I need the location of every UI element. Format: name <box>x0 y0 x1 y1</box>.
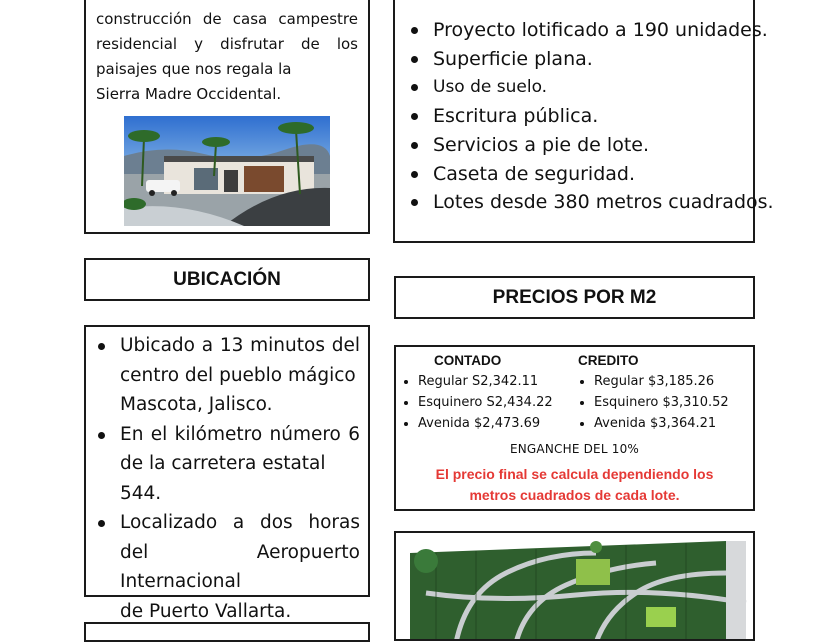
price-note: El precio final se calcula dependiendo los metros cuadrados de cada lote. <box>435 466 714 503</box>
credito-price: Esquinero $3,310.52 <box>578 392 729 413</box>
credito-price: Avenida $3,364.21 <box>578 413 729 434</box>
feature-item: Proyecto lotificado a 190 unidades. <box>405 16 751 45</box>
enganche-text: ENGANCHE DEL 10% <box>509 442 640 456</box>
features-panel <box>393 0 774 243</box>
next-section-box <box>84 622 370 642</box>
precios-heading: PRECIOS POR M2 <box>394 276 755 319</box>
contado-column <box>402 353 553 434</box>
credito-label: CREDITO <box>578 353 639 368</box>
credito-price: Regular $3,185.26 <box>578 371 729 392</box>
ubicacion-panel <box>84 325 370 622</box>
ubicacion-list <box>92 331 360 626</box>
intro-panel <box>84 0 370 234</box>
ubicacion-item: Localizado a dos horas del Aeropuerto Internacional de Puerto Vallarta. <box>92 508 360 626</box>
contado-price: Esquinero S2,434.22 <box>402 392 553 413</box>
ubicacion-item: Ubicado a 13 minutos del centro del pueblo mágico Mascota, Jalisco. <box>92 331 360 420</box>
feature-item: Escritura pública. <box>405 102 751 131</box>
intro-text: construcción de casa campestre residencial y disfrutar de los paisajes que nos regala la Sierra Madre Occidental. <box>96 7 358 107</box>
house-photo <box>124 116 330 226</box>
intro-text-end: Sierra Madre Occidental. <box>96 85 282 103</box>
prices-panel <box>394 345 755 511</box>
ubicacion-heading: UBICACIÓN <box>84 258 370 301</box>
features-list <box>405 16 774 217</box>
feature-item: Caseta de seguridad. <box>405 160 751 189</box>
feature-item: Superficie plana. <box>405 45 751 74</box>
ubicacion-item: En el kilómetro número 6 de la carretera estatal 544. <box>92 420 360 509</box>
site-plan-image <box>394 531 755 641</box>
feature-item: Uso de suelo. <box>405 73 751 102</box>
contado-price: Avenida $2,473.69 <box>402 413 553 434</box>
credito-column <box>578 353 729 434</box>
feature-item: Lotes desde 380 metros cuadrados. <box>405 188 751 217</box>
contado-price: Regular S2,342.11 <box>402 371 553 392</box>
feature-item: Servicios a pie de lote. <box>405 131 751 160</box>
contado-label: CONTADO <box>434 353 502 368</box>
